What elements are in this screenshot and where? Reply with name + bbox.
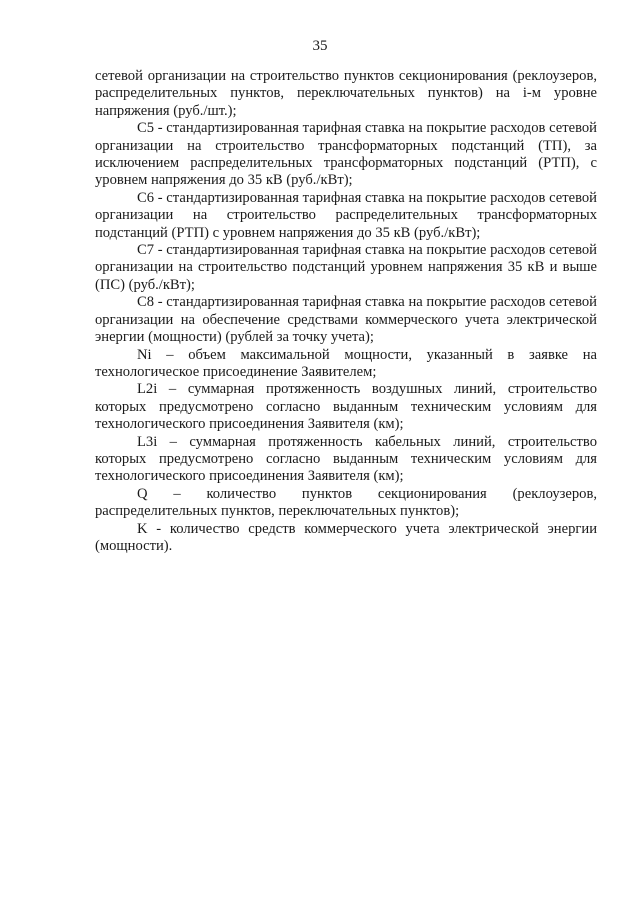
paragraph-c7-definition: C7 - стандартизированная тарифная ставка на покрытие расходов сетевой организации на строительство подстанций уровнем напряжения 35 кВ и выше (ПС) (руб./кВт); [95, 242, 597, 293]
paragraph-c5-definition: C5 - стандартизированная тарифная ставка на покрытие расходов сетевой организации на строительство трансформаторных подстанций (ТП), за исключением распределительных трансформаторных подстанций (РТП), с уровнем напряжения до 35 кВ (руб./кВт); [95, 120, 597, 189]
paragraph-l2i-definition: L2i – суммарная протяженность воздушных линий, строительство которых предусмотрено согласно выданным техническим условиям для технологического присоединения Заявителя (км); [95, 381, 597, 433]
paragraph-c8-definition: C8 - стандартизированная тарифная ставка на покрытие расходов сетевой организации на обеспечение средствами коммерческого учета электрической энергии (мощности) (рублей за точку учета); [95, 294, 597, 346]
paragraph-ni-definition: Ni – объем максимальной мощности, указанный в заявке на технологическое присоединение Заявителем; [95, 346, 597, 380]
paragraph-k-definition: K - количество средств коммерческого учета электрической энергии (мощности). [95, 520, 597, 554]
paragraph-q-definition: Q – количество пунктов секционирования (реклоузеров, распределительных пунктов, переключательных пунктов); [95, 485, 597, 520]
document-body [95, 68, 597, 555]
page-number: 35 [312, 38, 328, 54]
paragraph-continuation: сетевой организации на строительство пунктов секционирования (реклоузеров, распределительных пунктов, переключательных пунктов) на i-м уровне напряжения (руб./шт.); [95, 68, 597, 119]
paragraph-l3i-definition: L3i – суммарная протяженность кабельных линий, строительство которых предусмотрено согласно выданным техническим условиям для технологического присоединения Заявителя (км); [95, 433, 597, 485]
paragraph-c6-definition: C6 - стандартизированная тарифная ставка на покрытие расходов сетевой организации на строительство распределительных трансформаторных подстанций (РТП) с уровнем напряжения до 35 кВ (руб./кВт); [95, 189, 597, 241]
